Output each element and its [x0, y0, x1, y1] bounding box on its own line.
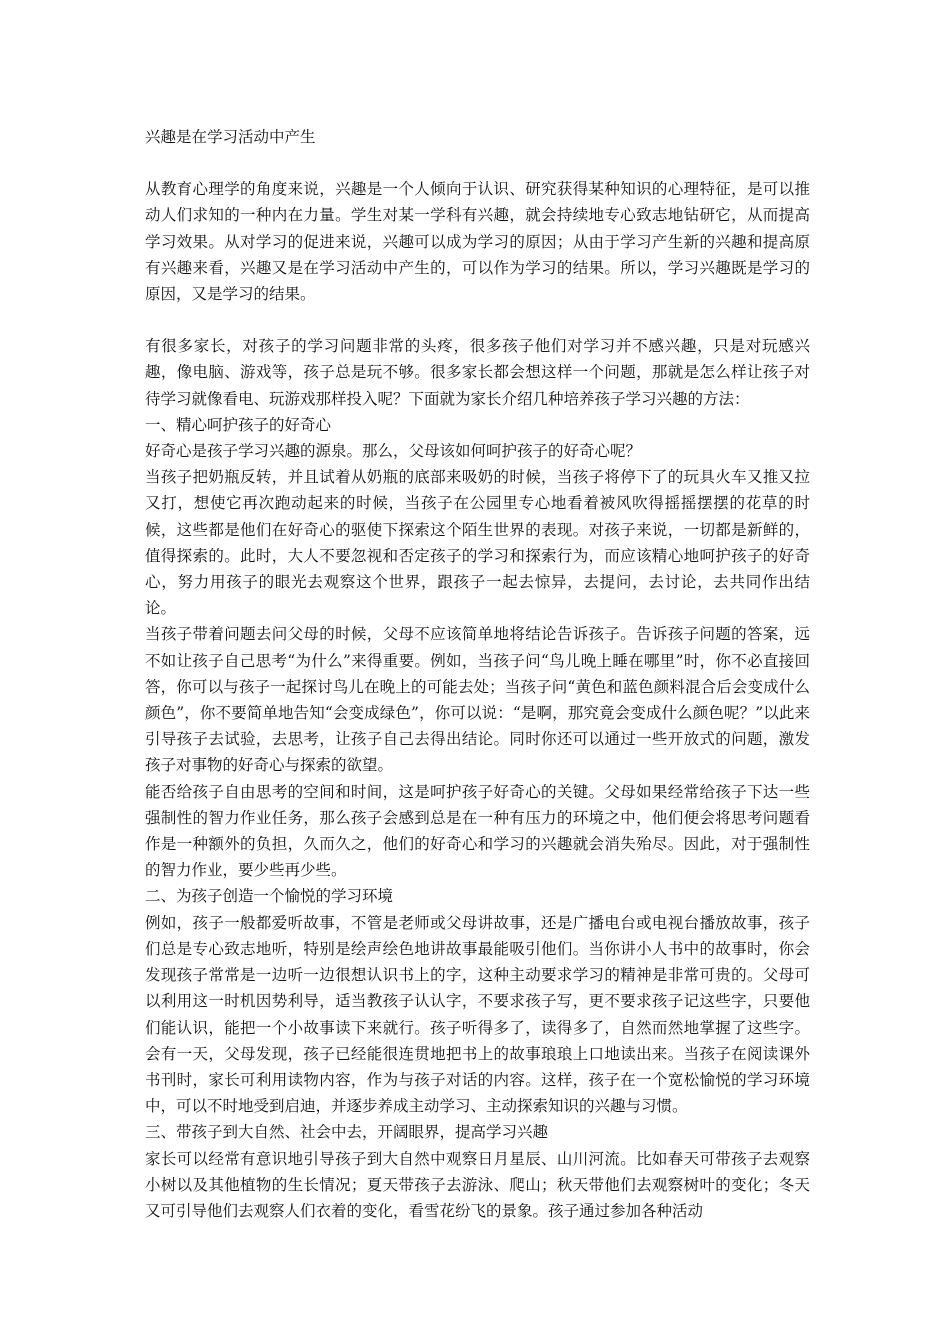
document-title: 兴趣是在学习活动中产生	[145, 128, 316, 146]
paragraph-4: 当孩子把奶瓶反转，并且试着从奶瓶的底部来吸奶的时候，当孩子将停下了的玩具火车又推又拉又打，想使它再次跑动起来的时候，当孩子在公园里专心地看着被风吹得摇摇摆摆的花草的时候，这些都是他们在好奇心的驱使下探索这个陌生世界的表现。对孩子来说，一切都是新鲜的，值得探索的。此时，大人不要忽视和否定孩子的学习和探索行为，而应该精心地呵护孩子的好奇心，努力用孩子的眼光去观察这个世界，跟孩子一起去惊异，去提问，去讨论，去共同作出结论。	[145, 468, 810, 618]
section-heading-1: 一、精心呵护孩子的好奇心	[145, 415, 332, 434]
paragraph-3: 好奇心是孩子学习兴趣的源泉。那么，父母该如何呵护孩子的好奇心呢？	[145, 442, 642, 461]
section-heading-2: 二、为孩子创造一个愉悦的学习环境	[145, 887, 394, 906]
paragraph-1: 从教育心理学的角度来说，兴趣是一个人倾向于认识、研究获得某种知识的心理特征，是可以推动人们求知的一种内在力量。学生对某一学科有兴趣，就会持续地专心致志地钻研它，从而提高学习效果。从对学习的促进来说，兴趣可以成为学习的原因；从由于学习产生新的兴趣和提高原有兴趣来看，兴趣又是在学习活动中产生的，可以作为学习的结果。所以，学习兴趣既是学习的原因，又是学习的结果。	[145, 180, 810, 304]
paragraph-2: 有很多家长，对孩子的学习问题非常的头疼，很多孩子他们对学习并不感兴趣，只是对玩感兴趣，像电脑、游戏等，孩子总是玩不够。很多家长都会想这样一个问题，那就是怎么样让孩子对待学习就像看电、玩游戏那样投入呢？下面就为家长介绍几种培养孩子学习兴趣的方法：	[145, 337, 810, 408]
section-heading-3: 三、带孩子到大自然、社会中去，开阔眼界，提高学习兴趣	[145, 1123, 549, 1142]
paragraph-7: 例如，孩子一般都爱听故事，不管是老师或父母讲故事，还是广播电台或电视台播放故事，孩子们总是专心致志地听，特别是绘声绘色地讲故事最能吸引他们。当你讲小人书中的故事时，你会发现孩子常常是一边听一边很想认识书上的字，这种主动要求学习的精神是非常可贵的。父母可以利用这一时机因势利导，适当教孩子认认字，不要求孩子写，更不要求孩子记这些字，只要他们能认识，能把一个小故事读下来就行。孩子听得多了，读得多了，自然而然地掌握了这些字。会有一天，父母发现，孩子已经能很连贯地把书上的故事琅琅上口地读出来。当孩子在阅读课外书刊时，家长可利用读物内容，作为与孩子对话的内容。这样，孩子在一个宽松愉悦的学习环境中，可以不时地受到启迪，并逐步养成主动学习、主动探索知识的兴趣与习惯。	[145, 913, 810, 1116]
spacer	[145, 150, 810, 176]
spacer	[145, 307, 810, 333]
paragraph-5: 当孩子带着问题去问父母的时候，父母不应该简单地将结论告诉孩子。告诉孩子问题的答案，远不如让孩子自己思考“为什么”来得重要。例如，当孩子问“鸟儿晚上睡在哪里”时，你不必直接回答，你可以与孩子一起探讨鸟儿在晚上的可能去处；当孩子问“黄色和蓝色颜料混合后会变成什么颜色”，你不要简单地告知“会变成绿色”，你可以说：“是啊，那究竟会变成什么颜色呢？”以此来引导孩子去试验，去思考，让孩子自己去得出结论。同时你还可以通过一些开放式的问题，激发孩子对事物的好奇心与探索的欲望。	[145, 625, 810, 775]
paragraph-8: 家长可以经常有意识地引导孩子到大自然中观察日月星辰、山川河流。比如春天可带孩子去观察小树以及其他植物的生长情况；夏天带孩子去游泳、爬山；秋天带他们去观察树叶的变化；冬天又可引导他们去观察人们衣着的变化，看雪花纷飞的景象。孩子通过参加各种活动	[145, 1149, 810, 1220]
paragraph-6: 能否给孩子自由思考的空间和时间，这是呵护孩子好奇心的关键。父母如果经常给孩子下达一些强制性的智力作业任务，那么孩子会感到总是在一种有压力的环境之中，他们便会将思考问题看作是一种额外的负担，久而久之，他们的好奇心和学习的兴趣就会消失殆尽。因此，对于强制性的智力作业，要少些再少些。	[145, 782, 810, 880]
document-body	[145, 124, 810, 1224]
